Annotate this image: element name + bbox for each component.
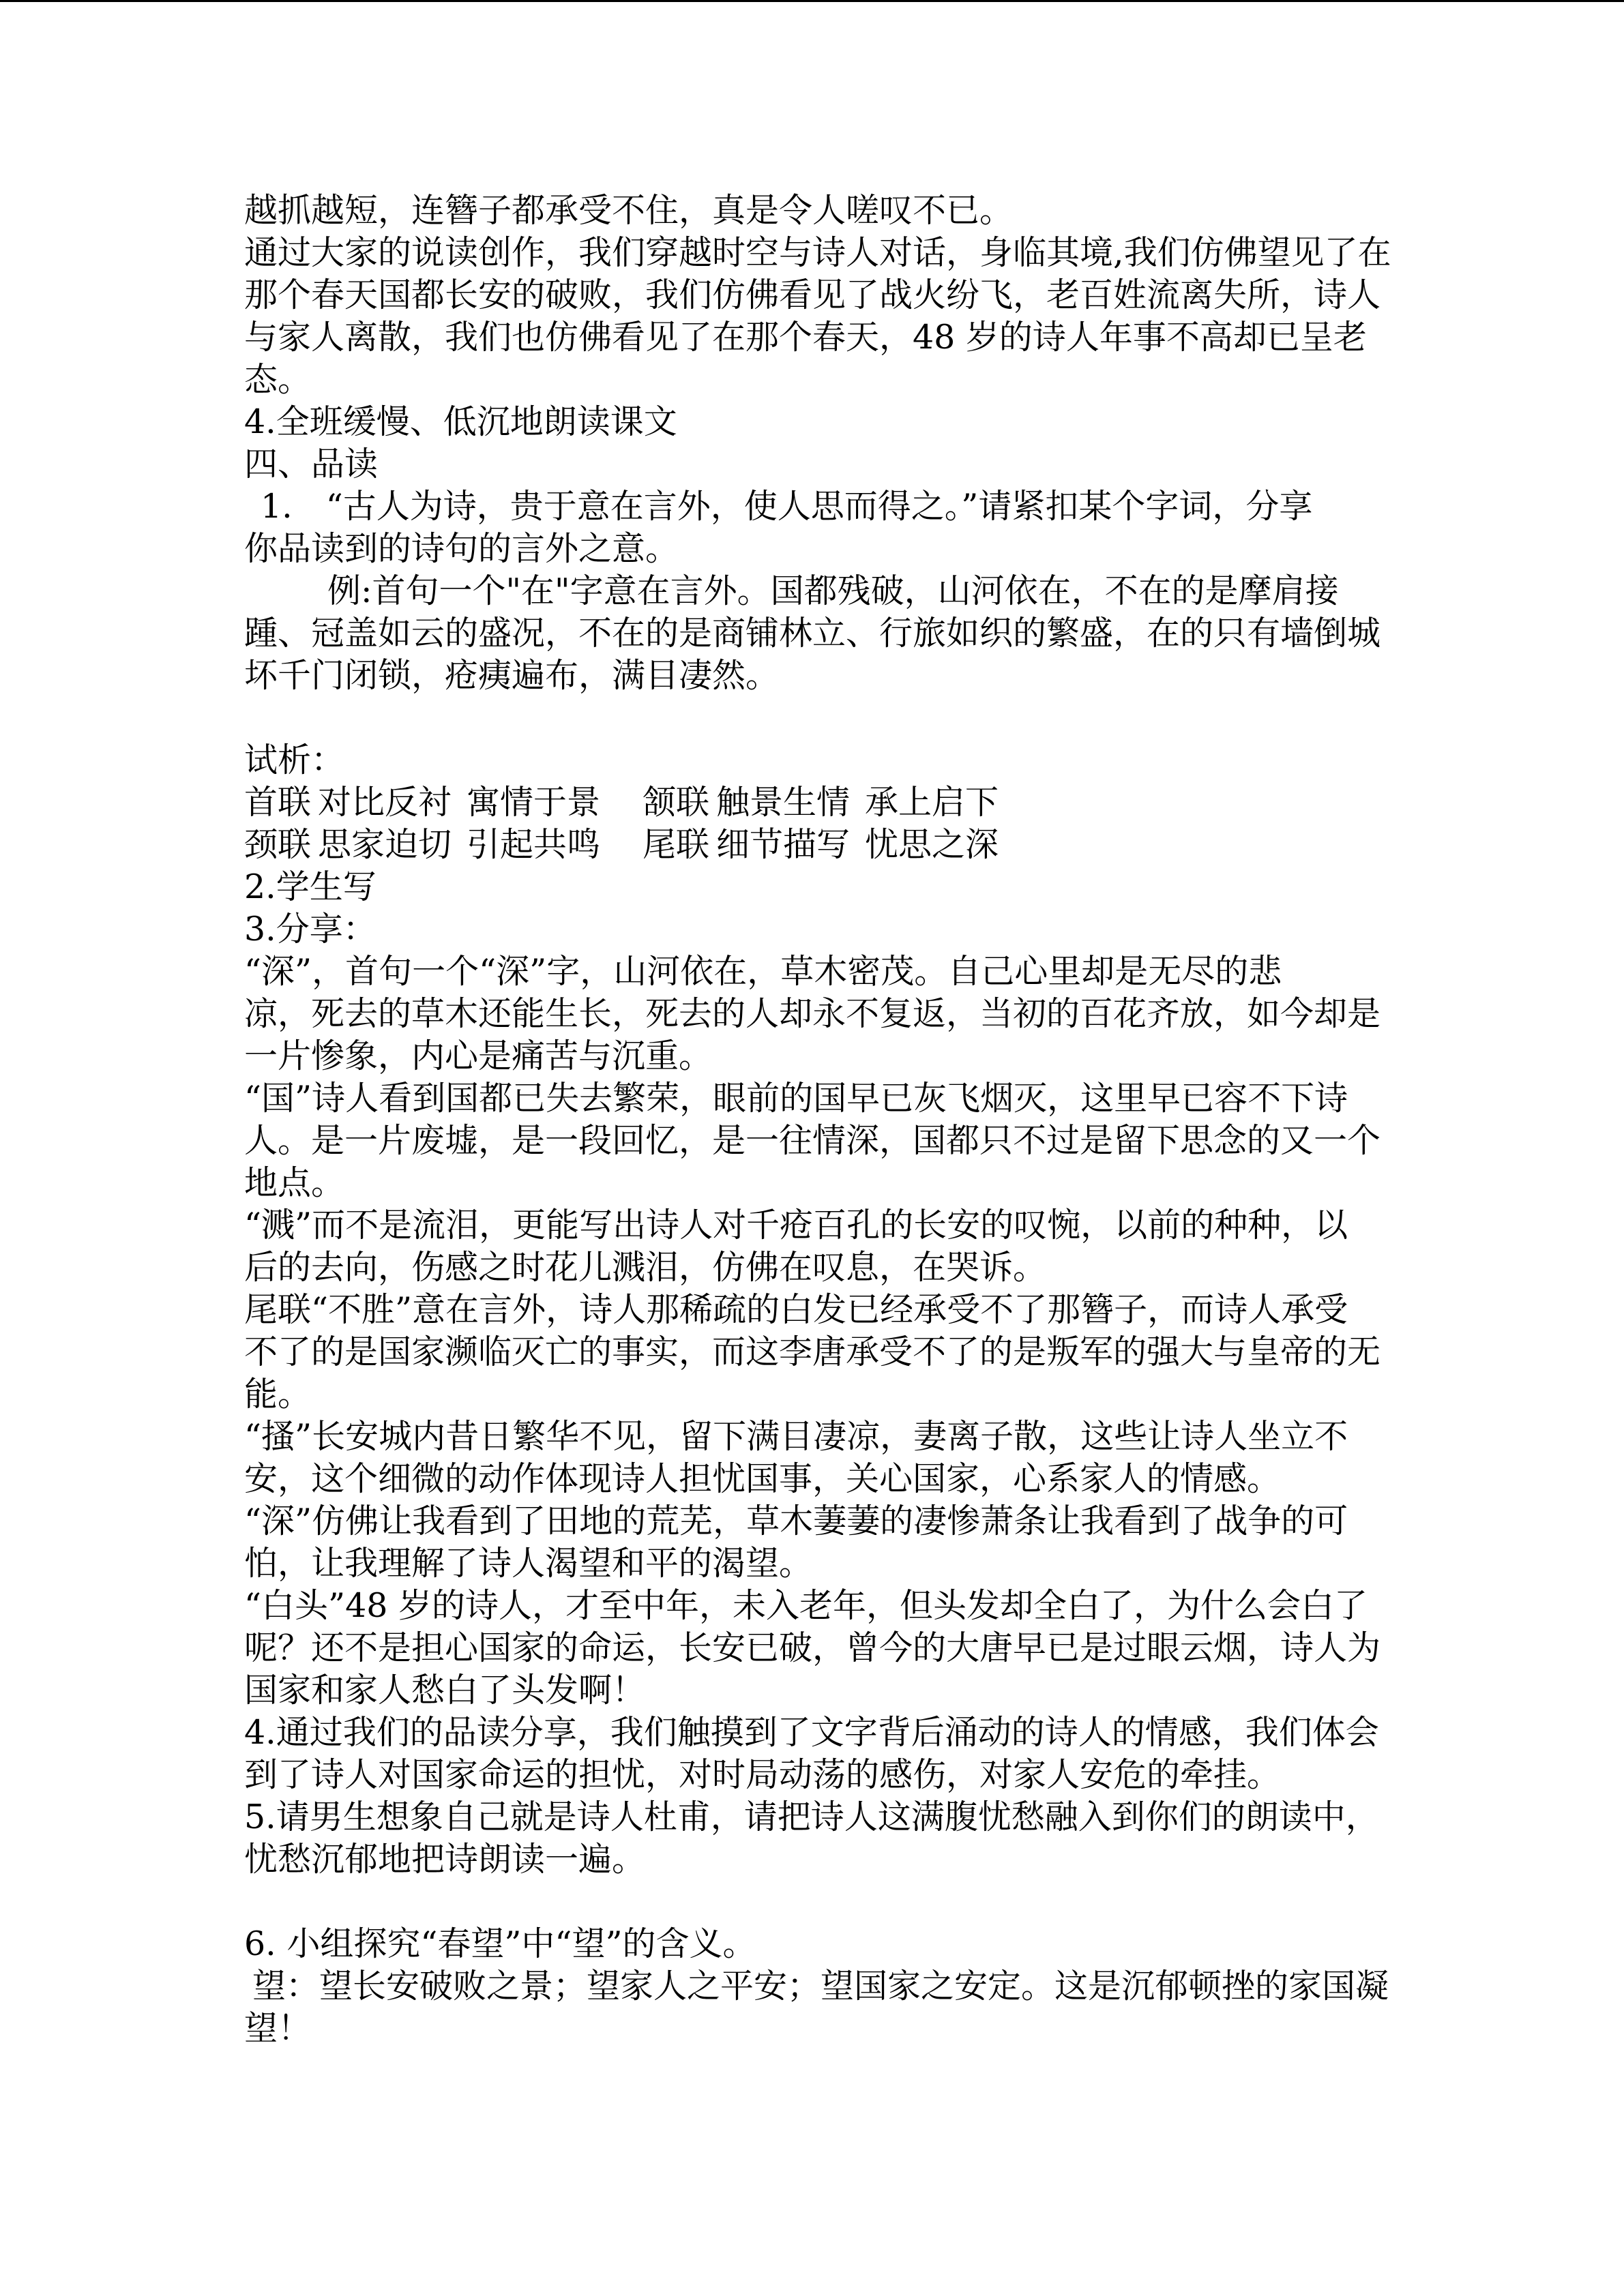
analysis-cell: 首联 bbox=[244, 783, 312, 822]
analysis-cell: 思家迫切 bbox=[318, 825, 452, 864]
top-border-rule bbox=[0, 0, 1624, 2]
text-line: “溅”而不是流泪，更能写出诗人对千疮百孔的长安的叹惋，以前的种种，以 bbox=[244, 1206, 1348, 1244]
text-line: 忧愁沉郁地把诗朗读一遍。 bbox=[244, 1840, 646, 1879]
analysis-cell: 忧思之深 bbox=[865, 825, 999, 864]
text-line: 一片惨象，内心是痛苦与沉重。 bbox=[244, 1037, 713, 1075]
text-line: “深”仿佛让我看到了田地的荒芜，草木萋萋的凄惨萧条让我看到了战争的可 bbox=[244, 1502, 1348, 1540]
question-6: 6. 小组探究“春望”中“望”的含义。 bbox=[244, 1924, 756, 1963]
analysis-cell: 对比反衬 bbox=[318, 783, 452, 822]
question-1: 1. “古人为诗，贵于意在言外，使人思而得之。”请紧扣某个字词，分享 bbox=[261, 487, 1313, 526]
text-line: 2.学生写 bbox=[244, 867, 377, 906]
text-line: “搔”长安城内昔日繁华不见，留下满目凄凉，妻离子散，这些让诗人坐立不 bbox=[244, 1417, 1348, 1456]
text-line: 4.通过我们的品读分享，我们触摸到了文字背后涌动的诗人的情感，我们体会 bbox=[244, 1713, 1379, 1752]
text-line: 那个春天国都长安的破败，我们仿佛看见了战火纷飞，老百姓流离失所，诗人 bbox=[244, 275, 1381, 314]
analysis-cell: 颈联 bbox=[244, 825, 312, 864]
text-line: 与家人离散，我们也仿佛看见了在那个春天，48 岁的诗人年事不高却已呈老 bbox=[244, 318, 1367, 357]
analysis-cell: 引起共鸣 bbox=[467, 825, 601, 864]
text-line: 凉，死去的草木还能生长，死去的人却永不复返，当初的百花齐放，如今却是 bbox=[244, 994, 1381, 1033]
text-line: 呢？还不是担心国家的命运，长安已破，曾今的大唐早已是过眼云烟，诗人为 bbox=[244, 1628, 1381, 1667]
answer-line: 望：望长安破败之景；望家人之平安；望国家之安定。这是沉郁顿挫的家国凝 bbox=[252, 1967, 1389, 2006]
analysis-heading: 试析： bbox=[244, 741, 345, 779]
text-line: 5.请男生想象自己就是诗人杜甫，请把诗人这满腹忧愁融入到你们的朗读中， bbox=[244, 1798, 1379, 1836]
text-line: 态。 bbox=[244, 360, 312, 399]
analysis-cell: 尾联 bbox=[643, 825, 710, 864]
analysis-row bbox=[244, 781, 1383, 824]
text-line: “白头”48 岁的诗人，才至中年，未入老年，但头发却全白了，为什么会白了 bbox=[244, 1586, 1368, 1625]
text-line: 不了的是国家濒临灭亡的事实，而这李唐承受不了的是叛军的强大与皇帝的无 bbox=[244, 1332, 1381, 1371]
text-line: 到了诗人对国家命运的担忧，对时局动荡的感伤，对家人安危的牵挂。 bbox=[244, 1755, 1281, 1794]
step-heading: 4.全班缓慢、低沉地朗读课文 bbox=[244, 402, 677, 441]
analysis-cell: 承上启下 bbox=[865, 783, 999, 822]
blank-line bbox=[244, 1881, 1383, 1923]
analysis-cell: 寓情于景 bbox=[467, 783, 601, 822]
text-line: 能。 bbox=[244, 1375, 312, 1414]
text-line: 安，这个细微的动作体现诗人担忧国事，关心国家，心系家人的情感。 bbox=[244, 1459, 1281, 1498]
text-line: 后的去向，伤感之时花儿溅泪，仿佛在叹息，在哭诉。 bbox=[244, 1248, 1047, 1287]
analysis-cell: 触景生情 bbox=[716, 783, 851, 822]
question-1-cont: 你品读到的诗句的言外之意。 bbox=[244, 529, 679, 568]
document-body bbox=[244, 190, 1391, 2050]
blank-line bbox=[244, 697, 1383, 739]
analysis-cell: 颔联 bbox=[643, 783, 710, 822]
text-line: 3.分享： bbox=[244, 910, 377, 949]
example-line: 踵、冠盖如云的盛况，不在的是商铺林立、行旅如织的繁盛，在的只有墙倒城 bbox=[244, 614, 1381, 653]
text-line: 越抓越短，连簪子都承受不住，真是令人嗟叹不已。 bbox=[244, 191, 1014, 230]
text-line: “国”诗人看到国都已失去繁荣，眼前的国早已灰飞烟灭，这里早已容不下诗 bbox=[244, 1079, 1348, 1118]
answer-line: 望！ bbox=[244, 2009, 312, 2048]
text-line: 尾联“不胜”意在言外，诗人那稀疏的白发已经承受不了那簪子，而诗人承受 bbox=[244, 1290, 1348, 1329]
section-heading: 四、品读 bbox=[244, 445, 379, 483]
text-line: 通过大家的说读创作，我们穿越时空与诗人对话，身临其境,我们仿佛望见了在 bbox=[244, 233, 1391, 272]
analysis-row bbox=[244, 824, 1383, 866]
text-line: 人。是一片废墟，是一段回忆，是一往情深，国都只不过是留下思念的又一个 bbox=[244, 1121, 1381, 1160]
text-line: 地点。 bbox=[244, 1163, 345, 1202]
text-line: 怕，让我理解了诗人渴望和平的渴望。 bbox=[244, 1544, 813, 1583]
example-line: 坏千门闭锁，疮痍遍布，满目凄然。 bbox=[244, 656, 780, 695]
example-line: 例:首句一个"在"字意在言外。国都残破，山河依在，不在的是摩肩接 bbox=[327, 571, 1339, 610]
text-line: “深”，首句一个“深”字，山河依在，草木密茂。自己心里却是无尽的悲 bbox=[244, 952, 1282, 991]
text-line: 国家和家人愁白了头发啊！ bbox=[244, 1671, 646, 1710]
analysis-cell: 细节描写 bbox=[716, 825, 851, 864]
